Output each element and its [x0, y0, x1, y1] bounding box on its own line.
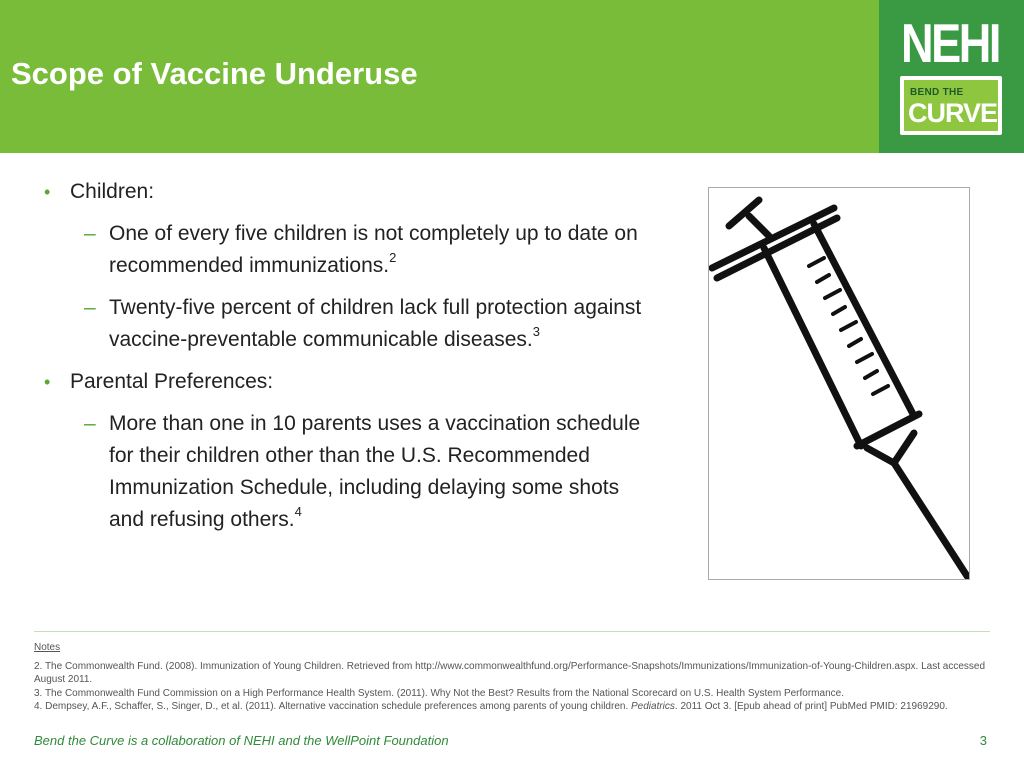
- note-3: 3. The Commonwealth Fund Commission on a High Performance Health System. (2011). Why Not the Best? Results from the National Scorecard on U.S. Health System Performance.: [34, 687, 844, 699]
- page-number: 3: [979, 733, 987, 748]
- bend-the-curve-logo-inner: [904, 80, 998, 131]
- bullet-parental-preferences: [42, 366, 652, 398]
- bullet-children: [42, 176, 652, 208]
- header-bar: [0, 0, 879, 153]
- nehi-logo-text: NEHI: [901, 12, 999, 74]
- sub-bullet-text: One of every five children is not completely up to date on recommended immunizations.: [109, 222, 638, 277]
- dash-marker: –: [84, 296, 96, 319]
- logo-panel: [879, 0, 1024, 153]
- slide-title: Scope of Vaccine Underuse: [11, 56, 418, 91]
- sub-bullet-text: Twenty-five percent of children lack full protection against vaccine-preventable communicable diseases.: [109, 296, 642, 351]
- bend-the-curve-logo-big: CURVE: [908, 98, 998, 128]
- dash-marker: –: [84, 222, 96, 245]
- dash-marker: –: [84, 412, 96, 435]
- notes-section: [34, 641, 994, 714]
- note-4-journal: Pediatrics: [631, 701, 675, 712]
- bullet-marker: •: [44, 372, 51, 392]
- syringe-image: [708, 187, 970, 580]
- bullet-label: Children:: [70, 180, 155, 203]
- bullet-label: Parental Preferences:: [70, 370, 274, 393]
- sub-bullet-full-protection: [42, 292, 652, 356]
- sub-bullet-text: More than one in 10 parents uses a vaccination schedule for their children other than the U.S. Recommended Immunization Schedule, including delaying some shots and refusing others.: [109, 412, 641, 531]
- slide-content: [42, 176, 652, 546]
- sub-bullet-up-to-date: [42, 218, 652, 282]
- bend-the-curve-logo: [900, 76, 1002, 135]
- footnote-ref: 2: [389, 250, 397, 265]
- footer-text: Bend the Curve is a collaboration of NEHI and the WellPoint Foundation: [34, 733, 449, 748]
- footnote-ref: 4: [294, 504, 302, 519]
- syringe-icon: [709, 188, 969, 579]
- note-4-text: 4. Dempsey, A.F., Schaffer, S., Singer, D., et al. (2011). Alternative vaccination schedule preferences among parents of young children.: [34, 701, 631, 712]
- footnote-ref: 3: [532, 324, 540, 339]
- bend-the-curve-logo-small: BEND THE: [910, 87, 964, 98]
- note-4: [34, 700, 994, 714]
- note-2: 2. The Commonwealth Fund. (2008). Immunization of Young Children. Retrieved from http://www.commonwealthfund.org/Performance-Snapshots/Immunizations/Immunization-of-Young-Children.aspx. Last accessed August 2011.: [34, 660, 986, 685]
- notes-label: Notes: [34, 642, 61, 653]
- notes-divider: [34, 631, 990, 632]
- sub-bullet-alternative-schedule: [42, 408, 652, 536]
- bullet-marker: •: [44, 182, 51, 202]
- note-4-tail: . 2011 Oct 3. [Epub ahead of print] PubMed PMID: 21969290.: [674, 701, 948, 712]
